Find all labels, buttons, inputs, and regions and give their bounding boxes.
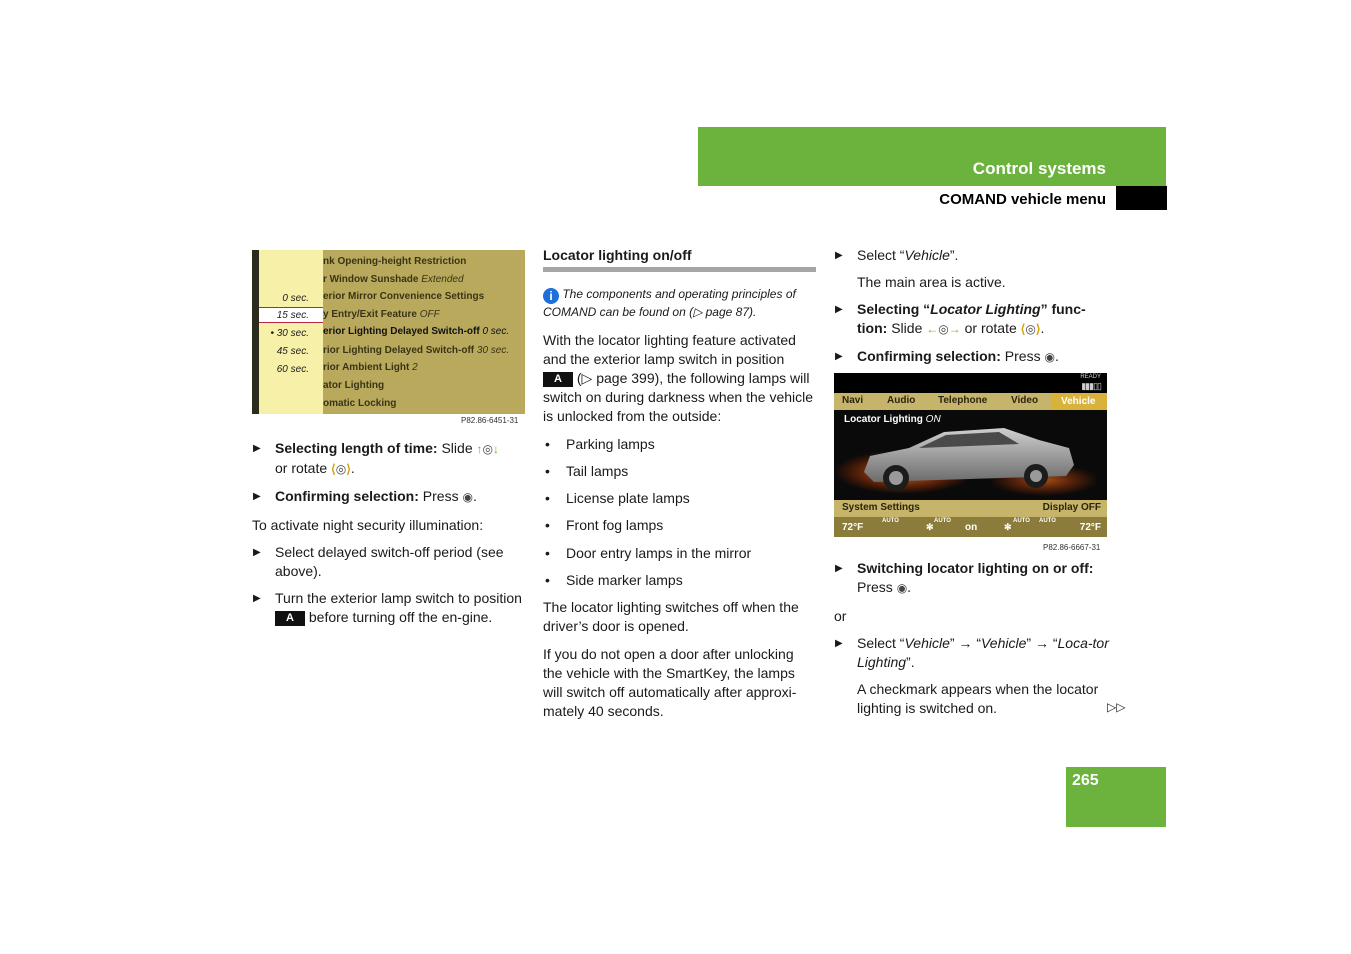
column-3-continued [834, 559, 1110, 718]
main-area [834, 410, 1107, 500]
step: ▶ Confirming selection: Press ◉. [252, 487, 528, 507]
car-illustration [834, 410, 1107, 500]
or-label: or [834, 608, 847, 624]
option-60[interactable]: 60 sec. [276, 364, 309, 375]
tab-video[interactable]: Video [1011, 395, 1039, 406]
list-item: • Tail lamps [545, 463, 629, 479]
paragraph: If you do not open a door after unlocking the vehicle with the SmartKey, the lamps will switch off automatically after approxi-mately 40 seconds. [543, 646, 797, 719]
page-number: 265 [1072, 772, 1099, 789]
info-note: i The components and operating principles of COMAND can be found on (▷ page 87). [543, 287, 796, 319]
arrow-right-icon: ▶ [253, 491, 261, 502]
press-icon: ◉ [1044, 350, 1055, 364]
tab-vehicle-active[interactable]: Vehicle [1051, 393, 1107, 410]
press-icon: ◉ [462, 490, 473, 504]
section-subtitle: COMAND vehicle menu [939, 191, 1106, 208]
arrow-right-icon: ▶ [253, 593, 261, 604]
column-2 [543, 246, 816, 721]
list-item: • Door entry lamps in the mirror [545, 545, 752, 561]
option-30[interactable]: • 30 sec. [270, 328, 309, 339]
switch-position-a: A [543, 372, 573, 387]
list-item: • License plate lamps [545, 490, 690, 506]
menu-item: rior Lighting Delayed Switch-off 30 sec. [323, 345, 510, 356]
continue-arrows: ▷▷ [1107, 700, 1126, 714]
tab-navi[interactable]: Navi [842, 395, 864, 406]
menu-item: omatic Locking [323, 398, 397, 409]
option-45[interactable]: 45 sec. [276, 346, 309, 357]
step: ▶ Confirming selection: Press ◉. [834, 347, 1110, 367]
figure2-caption: P82.86-6667-31 [1043, 543, 1101, 552]
step: ▶ Select “Vehicle”. [835, 247, 959, 263]
climate-on: on [965, 522, 978, 533]
arrow-right-icon: ▶ [253, 443, 261, 454]
display-off-button[interactable]: Display OFF [1042, 502, 1101, 513]
column-1 [252, 439, 528, 627]
section-title: Control systems [972, 159, 1106, 178]
comand-vehicle-screen [834, 373, 1107, 537]
locator-lighting-item[interactable]: Locator Lighting ON [844, 414, 941, 425]
settings-bar [834, 500, 1107, 517]
menu-item: rior Ambient Light 2 [323, 362, 418, 373]
slide-up-down-icon: ↑◎↓ [476, 442, 499, 456]
rotate-icon: ⟨◎⟩ [331, 462, 351, 476]
menu-item: erior Mirror Convenience Settings [323, 291, 485, 302]
figure1-caption: P82.86-6451-31 [461, 416, 519, 425]
switch-position-a: A [275, 611, 305, 626]
tab-audio[interactable]: Audio [887, 395, 916, 406]
list-item: • Parking lamps [545, 436, 655, 452]
step: ▶ Selecting “Locator Lighting” func-tion: Slide ←◎→ or rotate ⟨◎⟩. [834, 300, 1110, 339]
option-0[interactable]: 0 sec. [282, 293, 309, 304]
header-tab-marker [1116, 186, 1167, 210]
auto-label: AUTO [934, 518, 951, 524]
arrow-right-icon: ▶ [835, 351, 843, 362]
section-heading: Locator lighting on/off [543, 246, 816, 272]
option-15-selected[interactable]: 15 sec. [259, 307, 323, 323]
lamp-list [543, 435, 816, 590]
menu-item: r Window Sunshade Extended [323, 274, 464, 285]
auto-label: AUTO [1013, 518, 1030, 524]
auto-label: AUTO [882, 518, 899, 524]
step: ▶ Turn the exterior lamp switch to position A before turning off the en-gine. [253, 590, 522, 625]
paragraph: With the locator lighting feature activated and the exterior lamp switch in position A (▷ page 399), the following lamps will switch on during darkness when the vehicle is unlocked from the outside: [543, 332, 814, 424]
arrow-right-icon: ▶ [253, 547, 261, 558]
auto-label: AUTO [1039, 518, 1056, 524]
step: ▶ Switching locator lighting on or off: Press ◉. [834, 559, 1110, 598]
menu-item: ator Lighting [323, 380, 385, 391]
rotate-icon: ⟨◎⟩ [1020, 322, 1041, 336]
tab-telephone[interactable]: Telephone [938, 395, 988, 406]
climate-bar [834, 517, 1107, 537]
temp-left: 72°F [842, 522, 864, 533]
signal-icon: ▮▮▮▯▯ [1081, 381, 1101, 391]
arrow-right-icon: ▶ [835, 250, 843, 261]
step: ▶ Select delayed switch-off period (see above). [253, 544, 504, 579]
menu-item: nk Opening-height Restriction [323, 256, 467, 267]
list-item: • Side marker lamps [545, 572, 683, 588]
paragraph: To activate night security illumination: [252, 517, 484, 533]
time-selection-screen [252, 250, 525, 414]
fan-icon: ✻ [1004, 522, 1012, 532]
temp-right: 72°F [1079, 522, 1101, 533]
step: ▶ Select “Vehicle” → “Vehicle” → “Loca-tor Lighting”. [835, 635, 1109, 670]
paragraph: A checkmark appears when the locator lighting is switched on. [857, 681, 1099, 716]
system-settings-button[interactable]: System Settings [842, 502, 920, 513]
ready-indicator: READY [1080, 374, 1101, 380]
info-icon: i [543, 288, 559, 304]
press-icon: ◉ [896, 581, 908, 595]
arrow-right-icon: ▶ [835, 304, 843, 315]
arrow-right-icon: ▶ [835, 638, 843, 649]
menu-item-active: erior Lighting Delayed Switch-off 0 sec. [323, 326, 510, 337]
fan-icon: ✻ [926, 522, 934, 532]
step: ▶ Selecting length of time: Slide ↑◎↓ or rotate ⟨◎⟩. [252, 439, 528, 479]
slide-left-right-icon: ←◎→ [926, 322, 961, 336]
arrow-right-icon: ▶ [835, 563, 843, 574]
tab-bar [834, 393, 1107, 410]
column-3 [834, 246, 1110, 367]
paragraph: The main area is active. [857, 274, 1006, 290]
list-item: • Front fog lamps [545, 517, 664, 533]
paragraph: The locator lighting switches off when the driver’s door is opened. [543, 599, 799, 634]
menu-item: y Entry/Exit Feature OFF [323, 309, 440, 320]
